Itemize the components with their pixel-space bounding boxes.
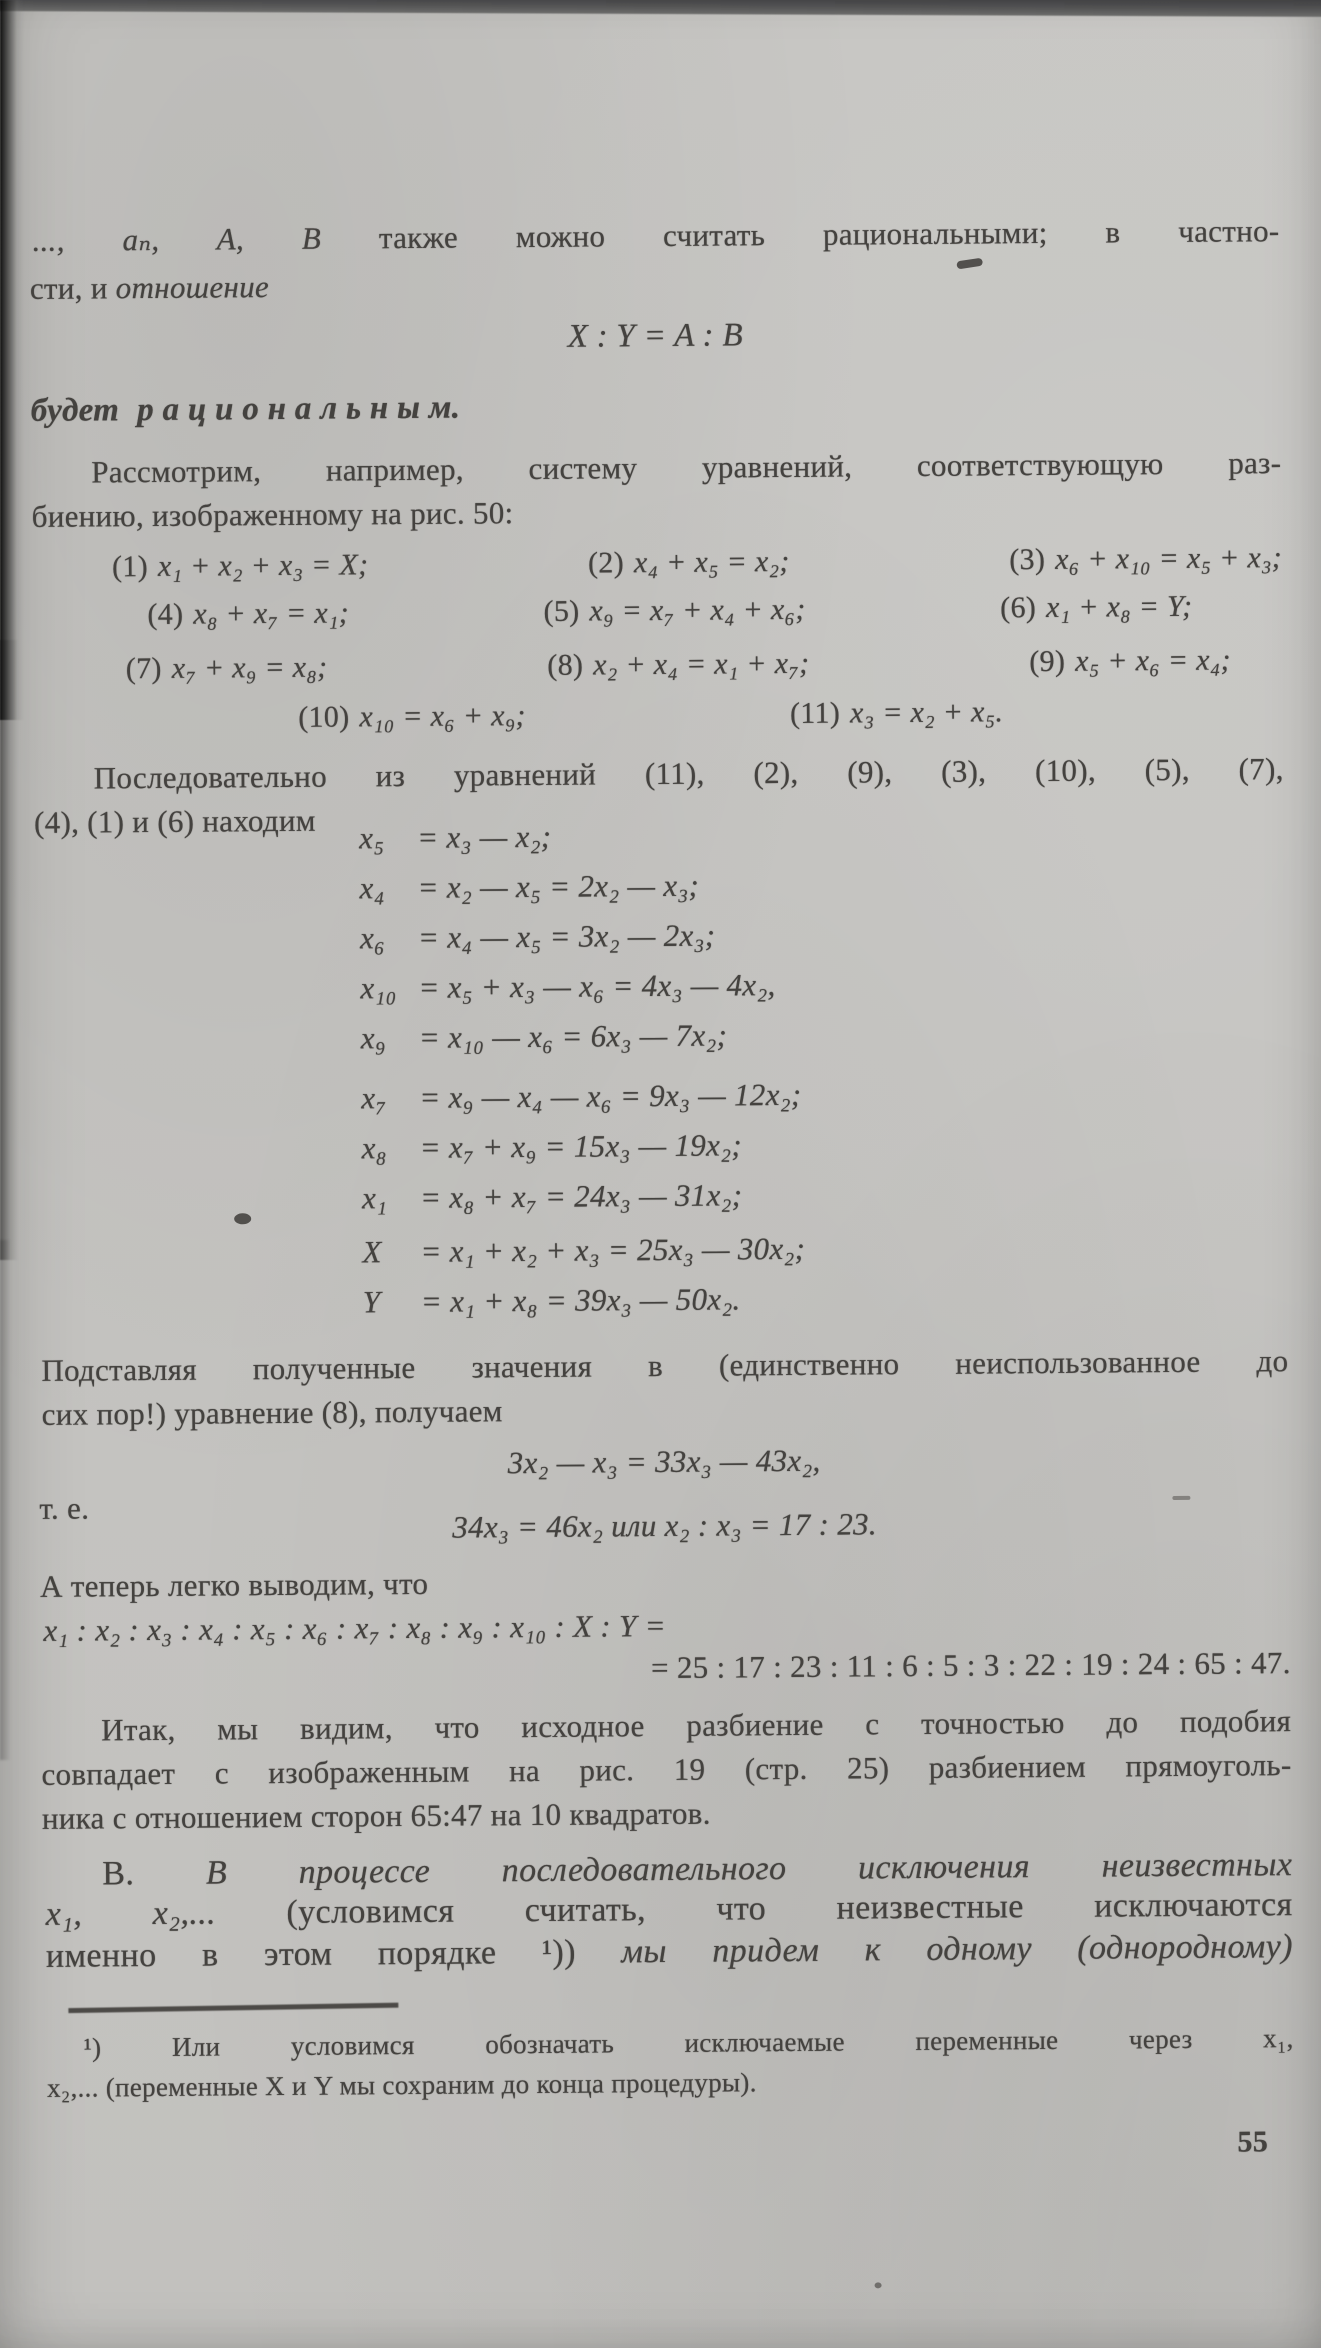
thesis-label: В. bbox=[102, 1854, 207, 1893]
equation-8 bbox=[547, 647, 809, 684]
equation-row-3 bbox=[126, 644, 1231, 687]
equation-10-formula: x₁₀ = x₆ + x₉; bbox=[359, 699, 526, 734]
chain-rhs: = x₁ + x₈ = 39x₃ — 50x₂. bbox=[420, 1281, 741, 1319]
itak-line-2: совпадает с изображенным на рис. 19 (стр. 25) разбиением прямоуголь- bbox=[41, 1747, 1292, 1792]
chain-lhs: X bbox=[362, 1234, 382, 1270]
equation-11-number: (11) bbox=[789, 696, 841, 730]
conclusion-word: будет bbox=[30, 392, 120, 429]
thesis-line2-text: (условимся считать, что неизвестные исключаются bbox=[286, 1886, 1293, 1931]
ratio-line-1: x₁ : x₂ : x₃ : x₄ : x₅ : x₆ : x₇ : x₈ : x₉ : x₁₀ : X : Y = bbox=[43, 1607, 666, 1648]
chain-rhs: = x₄ — x₅ = 3x₂ — 2x₃; bbox=[417, 917, 716, 955]
footnote-line-2: x₂,... (переменные X и Y мы сохраним до конца процедуры). bbox=[46, 2067, 757, 2103]
equation-11 bbox=[790, 695, 1003, 731]
equation-8-number: (8) bbox=[547, 648, 584, 682]
equation-1 bbox=[112, 548, 369, 585]
thesis-line2-math: x₁, x₂,... bbox=[45, 1893, 287, 1933]
equation-3 bbox=[1009, 541, 1282, 578]
equation-5 bbox=[543, 593, 805, 630]
that-is-label: т. е. bbox=[39, 1490, 90, 1526]
equation-9-number: (9) bbox=[1029, 644, 1066, 679]
small-dot-artifact bbox=[875, 2282, 882, 2288]
equation-4-formula: x₈ + x₇ = x₁; bbox=[193, 596, 350, 631]
chain-rhs: = x₈ + x₇ = 24x₃ — 31x₂; bbox=[419, 1177, 743, 1215]
intro-line1-text: также можно считать рациональными; в частно- bbox=[320, 213, 1280, 256]
intro-line-1 bbox=[32, 213, 1279, 258]
sequential-line-2: (4), (1) и (6) находим bbox=[33, 802, 316, 840]
intro-conclusion bbox=[31, 390, 461, 431]
chain-equation-x9 bbox=[361, 1017, 728, 1056]
intro-line2-start: сти, и bbox=[29, 270, 116, 306]
thesis-line3-italic: мы придем к одному (однородному) bbox=[621, 1928, 1294, 1971]
equation-6-formula: x₁ + x₈ = Y; bbox=[1045, 589, 1193, 624]
sequential-line-1: Последовательно из уравнений (11), (2), (9), (3), (10), (5), (7), bbox=[93, 751, 1284, 796]
chain-lhs: x₇ bbox=[361, 1080, 387, 1116]
chain-equation-x4 bbox=[359, 868, 699, 906]
display-equation-xy-ab: X : Y = A : B bbox=[567, 317, 744, 355]
faint-dash-artifact bbox=[1172, 1496, 1190, 1500]
itak-line-3: ника с отношением сторон 65:47 на 10 квадратов. bbox=[41, 1795, 711, 1836]
chain-equation-x7 bbox=[361, 1077, 801, 1116]
substitute-line-1: Подставляя полученные значения в (единственно неиспользованное до bbox=[41, 1343, 1289, 1388]
ink-spot bbox=[234, 1213, 251, 1224]
equation-9-formula: x₅ + x₆ = x₄; bbox=[1075, 643, 1231, 678]
page-number: 55 bbox=[1237, 2125, 1269, 2159]
chain-equation-x1 bbox=[362, 1177, 743, 1216]
chain-equation-X bbox=[362, 1231, 805, 1270]
equation-5-number: (5) bbox=[543, 594, 580, 628]
chain-lhs: x₄ bbox=[359, 870, 385, 906]
equation-4 bbox=[147, 596, 349, 632]
thesis-line3-text: именно в этом порядке ¹)) bbox=[45, 1933, 622, 1975]
ratio-intro: А теперь легко выводим, что bbox=[39, 1565, 429, 1604]
chain-rhs: = x₁ + x₂ + x₃ = 25x₃ — 30x₂; bbox=[420, 1230, 806, 1269]
equation-11-formula: x₃ = x₂ + x₅. bbox=[849, 695, 1004, 730]
chain-rhs: = x₉ — x₄ — x₆ = 9x₃ — 12x₂; bbox=[419, 1076, 802, 1115]
chain-equation-x10 bbox=[360, 967, 775, 1006]
chain-rhs: = x₇ + x₉ = 15x₃ — 19x₂; bbox=[419, 1127, 743, 1165]
substitute-equation-1: 3x₂ — x₃ = 33x₃ — 43x₂, bbox=[507, 1442, 821, 1481]
chain-lhs: x₅ bbox=[359, 820, 385, 856]
chain-lhs: x₁₀ bbox=[360, 970, 397, 1006]
equation-10-number: (10) bbox=[298, 700, 350, 734]
chain-lhs: Y bbox=[362, 1284, 381, 1320]
footnote-line-1: ¹) Или условимся обозначать исключаемые переменные через x₁, bbox=[83, 2023, 1294, 2063]
equation-6-number: (6) bbox=[1000, 591, 1037, 625]
substitute-equation-2: 34x₃ = 46x₂ или x₂ : x₃ = 17 : 23. bbox=[452, 1506, 878, 1545]
equation-9 bbox=[1029, 644, 1231, 680]
ink-smudge-dash bbox=[956, 258, 983, 270]
chain-rhs: = x₅ + x₃ — x₆ = 4x₃ — 4x₂, bbox=[418, 967, 776, 1005]
equation-1-number: (1) bbox=[111, 550, 149, 584]
equation-row-4 bbox=[298, 695, 1003, 735]
chain-rhs: = x₂ — x₅ = 2x₂ — x₃; bbox=[417, 867, 700, 905]
chain-equation-Y bbox=[363, 1281, 741, 1320]
equation-row-2 bbox=[147, 590, 1192, 633]
conclusion-spaced: р а ц и о н а л ь н ы м. bbox=[137, 389, 461, 429]
thesis-line1-italic: В процессе последовательного исключения неизвестных bbox=[205, 1846, 1293, 1892]
ratio-line-2: = 25 : 17 : 23 : 11 : 6 : 5 : 3 : 22 : 19 : 24 : 65 : 47. bbox=[650, 1645, 1291, 1686]
intro-line2-italic: отношение bbox=[115, 269, 270, 306]
substitute-line-2: сих пор!) уравнение (8), получаем bbox=[41, 1393, 503, 1432]
scan-left-edge bbox=[0, 0, 24, 720]
thesis-line-3 bbox=[46, 1927, 1293, 1976]
equation-10 bbox=[298, 699, 526, 735]
equation-row-1 bbox=[112, 541, 1282, 585]
chain-lhs: x₆ bbox=[359, 920, 386, 956]
equation-2-formula: x₄ + x₅ = x₂; bbox=[633, 544, 790, 580]
equation-4-number: (4) bbox=[147, 597, 184, 632]
consider-line-1: Рассмотрим, например, систему уравнений, соответствующую раз- bbox=[91, 445, 1282, 490]
scan-left-edge-fade bbox=[0, 640, 18, 1260]
equation-2 bbox=[588, 545, 790, 581]
chain-equation-x5 bbox=[359, 819, 551, 856]
chain-lhs: x₉ bbox=[360, 1020, 387, 1056]
equation-8-formula: x₂ + x₄ = x₁ + x₇; bbox=[593, 646, 810, 682]
equation-1-formula: x₁ + x₂ + x₃ = X; bbox=[157, 548, 369, 583]
footnote-rule bbox=[68, 2003, 398, 2013]
chain-lhs: x₁ bbox=[361, 1180, 388, 1216]
chain-equation-x8 bbox=[361, 1127, 742, 1166]
equation-3-formula: x₆ + x₁₀ = x₅ + x₃; bbox=[1055, 541, 1283, 576]
intro-line1-math: ..., aₙ, A, B bbox=[32, 220, 322, 258]
chain-rhs: = x₃ — x₂; bbox=[417, 818, 552, 855]
equation-3-number: (3) bbox=[1009, 542, 1046, 577]
equation-7-number: (7) bbox=[125, 651, 162, 686]
chain-rhs: = x₁₀ — x₆ = 6x₃ — 7x₂; bbox=[418, 1017, 728, 1055]
scan-left-edge-faint bbox=[0, 1240, 12, 1760]
consider-line-2: биению, изображенному на рис. 50: bbox=[31, 495, 514, 534]
equation-5-formula: x₉ = x₇ + x₄ + x₆; bbox=[589, 592, 806, 628]
equation-2-number: (2) bbox=[587, 546, 625, 580]
equation-7-formula: x₇ + x₉ = x₈; bbox=[171, 650, 328, 685]
chain-lhs: x₈ bbox=[361, 1130, 387, 1166]
chain-equation-x6 bbox=[360, 918, 716, 956]
thesis-line-2 bbox=[45, 1885, 1292, 1934]
itak-line-1: Итак, мы видим, что исходное разбиение с точностью до подобия bbox=[101, 1703, 1292, 1748]
intro-line-2 bbox=[30, 269, 269, 307]
equation-6 bbox=[1000, 590, 1192, 626]
equation-7 bbox=[126, 651, 328, 687]
